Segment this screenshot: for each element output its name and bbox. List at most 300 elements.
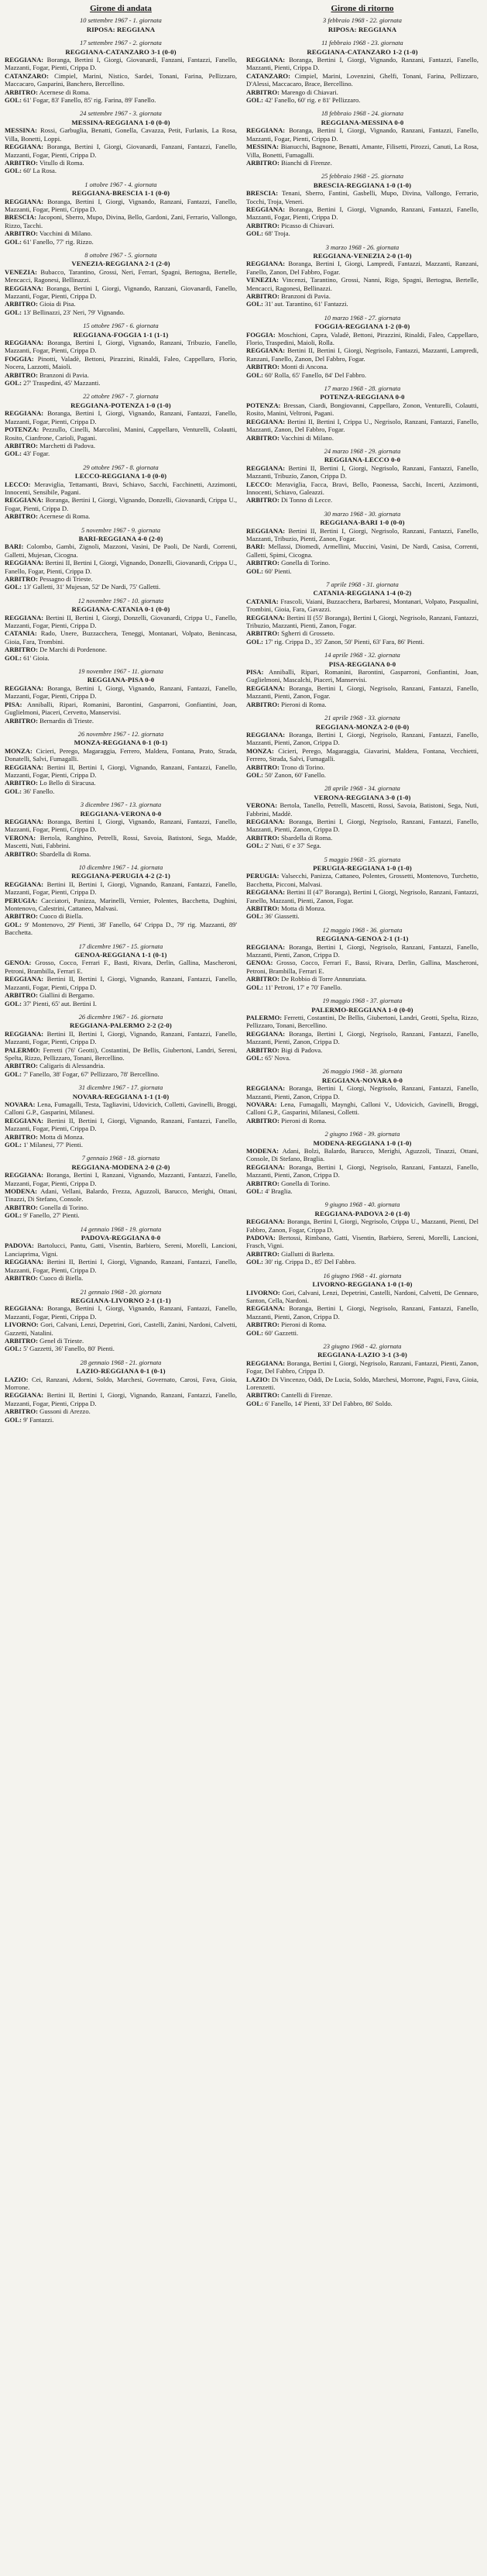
detail-text: Bertini II (55' Boranga), Bertini I, Giorgi, Negrisolo, Ranzani, Fantazzi, Tribuzio, Mazzanti, Pienti, Zanon, Fogar. [246, 613, 479, 630]
detail-text: Boranga, Bertini I, Giorgi, Giovanardi, Fanzani, Fantazzi, Fanello, Mazzanti, Fogar, Pienti, Crippa D. [5, 143, 237, 159]
detail-label: ARBITRO: [5, 1062, 38, 1070]
detail-label: BARI: [5, 542, 24, 551]
detail-label: ARBITRO: [246, 904, 280, 913]
detail-label: NOVARA: [5, 1100, 36, 1108]
detail-label: GOL: [5, 96, 22, 105]
match-detail-line [246, 1304, 478, 1321]
match-detail-line [246, 818, 478, 834]
detail-label: REGGIANA: [5, 613, 44, 622]
match-detail-line [246, 371, 478, 379]
detail-text: 13' Bellinazzi, 23' Neri, 79' Vignando. [23, 308, 125, 316]
match-detail-line [5, 1133, 237, 1141]
match-fixture: REGGIANA-POTENZA 1-0 (1-0) [70, 401, 171, 409]
match-detail-line [5, 1321, 237, 1337]
girone-di-andata-column [5, 5, 237, 1430]
detail-label: REGGIANA: [246, 463, 286, 472]
detail-label: ARBITRO: [246, 1321, 280, 1329]
detail-text: Gioia di Pisa. [39, 300, 76, 308]
match-block [246, 1273, 478, 1337]
detail-text: Bertini II, Bertini I, Giorgi, Vignando, Ranzani, Fantazzi, Fanello, Mazzanti, Fogar, Pienti, Crippa D. [5, 975, 238, 991]
detail-text: Bertini II, Bertini I, Giorgi, Vignando, Donzelli, Giovanardi, Crippa U., Fanello, Fogar, Pienti, Crippa D. [5, 559, 237, 575]
detail-label: ARBITRO: [246, 833, 280, 842]
match-detail-line [246, 292, 478, 300]
match-detail-line [5, 1046, 237, 1062]
detail-text: Monti di Ancona. [281, 363, 328, 371]
detail-text: Bianucchi, Bagnone, Benatti, Amante, Filisetti, Pirozzi, Canuti, La Rosa, Villa, Bonetti, Fumagalli. [246, 143, 478, 159]
detail-text: Cuoco di Biella. [39, 1274, 84, 1283]
match-detail-line [246, 842, 478, 849]
detail-text: Di Tonno di Lecce. [281, 496, 333, 505]
match-date: 25 febbraio 1968 - 25. giornata [321, 173, 404, 181]
detail-text: Bartolucci, Pantu, Gatti, Visentin, Barbiero, Sereni, Morelli, Lancioni, Lanciaprima, Vigni. [5, 1242, 237, 1258]
match-detail-line [246, 598, 478, 614]
detail-text: Bertini II, Bertini I, Giorgi, Vignando, Ranzani, Fantazzi, Fanello, Mazzanti, Fogar, Pienti, Crippa D. [5, 763, 238, 779]
match-detail-line [5, 912, 237, 920]
detail-label: REGGIANA: [246, 1217, 286, 1226]
match-fixture: RIPOSA: REGGIANA [328, 25, 397, 33]
detail-text: Boranga, Bertini I, Giorgi, Negrisolo, Ranzani, Fantazzi, Fanello, Mazzanti, Pienti, Zanon, Crippa D. [246, 1304, 478, 1321]
match-detail-line [246, 1187, 478, 1195]
detail-text: Boranga, Bertini I, Giorgi, Vignando, Ranzani, Fantazzi, Fanello, Mazzanti, Pienti, Crippa D. [246, 56, 478, 72]
detail-text: Grosso, Cocco, Ferrari F., Basti, Rivara, Derlin, Gallina, Mascheroni, Petroni, Brambilla, Ferrari E. [5, 959, 237, 975]
detail-text: 5' Gazzetti, 36' Fanello, 80' Pienti. [23, 1345, 115, 1353]
detail-label: ARBITRO: [5, 300, 38, 308]
match-detail-line [5, 1100, 237, 1117]
detail-text: Lo Bello di Siracusa. [39, 779, 96, 787]
match-date: 16 giugno 1968 - 41. giornata [323, 1272, 402, 1279]
detail-text: Giallutti di Barletta. [281, 1249, 335, 1258]
match-fixture: REGGIANA-MESSINA 0-0 [321, 118, 404, 126]
detail-label: ARBITRO: [246, 700, 280, 708]
detail-text: 11' Petroni, 17' e 70' Fanello. [265, 983, 342, 991]
detail-text: Pezzullo, Cinelli, Marcolini, Manini, Cappellaro, Venturelli, Colautti, Rosito, Cianfrone, Carioli, Pagani. [5, 425, 237, 442]
detail-text: 60' La Rosa. [23, 167, 57, 175]
match-block [5, 322, 237, 387]
detail-text: Motta di Monza. [281, 904, 326, 913]
detail-text: Grosso, Cocco, Ferrari F., Bassi, Rivara, Derlin, Gallina, Mascheroni, Petroni, Brambilla, Ferrari E. [246, 959, 478, 975]
match-detail-line [246, 983, 478, 991]
match-detail-line [5, 542, 237, 559]
match-detail-line [246, 701, 478, 708]
detail-label: LECCO: [5, 480, 31, 488]
detail-label: REGGIANA: [246, 730, 286, 739]
match-fixture: CATANIA-REGGIANA 1-4 (0-2) [313, 589, 412, 598]
match-detail-line [246, 363, 478, 370]
match-date: 7 gennaio 1968 - 18. giornata [81, 1155, 160, 1162]
match-fixture: REGGIANA-LECCO 0-0 [324, 456, 401, 464]
detail-text: 60' Rolla, 65' Fanello, 84' Del Fabbro. [265, 370, 367, 379]
detail-text: Boranga, Bertini I, Giorgi, Vignando, Ranzani, Fantazzi, Fanello, Mazzanti, Fogar, Pienti, Crippa D. [246, 205, 478, 222]
match-block [5, 17, 237, 33]
match-date: 14 gennaio 1968 - 19. giornata [80, 1225, 162, 1233]
match-detail-line [246, 975, 478, 983]
match-detail-line [5, 56, 237, 72]
match-block [246, 1131, 478, 1195]
detail-label: BRESCIA: [246, 189, 279, 198]
detail-label: ARBITRO: [246, 496, 280, 505]
match-detail-line [5, 1242, 237, 1258]
detail-label: PADOVA: [246, 1234, 276, 1242]
detail-text: 36' Giassetti. [265, 912, 300, 921]
detail-label: CATANIA: [246, 597, 279, 605]
detail-text: Boranga, Bertini I, Giorgi, Negrisolo, Ranzani, Fantazzi, Fanello, Mazzanti, Pienti, Zanon, Crippa D. [246, 1084, 478, 1100]
match-detail-line [246, 1289, 478, 1305]
match-detail-line [246, 1100, 478, 1117]
detail-label: GOL: [5, 167, 22, 175]
match-block [5, 668, 237, 725]
match-detail-line [5, 779, 237, 787]
match-detail-line [5, 126, 237, 143]
detail-label: REGGIANA: [246, 613, 286, 622]
match-fixture: REGGIANA-CATANZARO 3-1 (0-0) [65, 47, 177, 56]
match-detail-line [5, 583, 237, 591]
match-detail-line [5, 921, 237, 937]
match-fixture: POTENZA-REGGIANA 0-0 [320, 393, 405, 401]
detail-label: PALERMO: [5, 1045, 41, 1054]
match-detail-line [5, 300, 237, 308]
detail-label: GOL: [5, 1345, 22, 1353]
detail-text: Rossi, Garbuglia, Benatti, Gonella, Cavazza, Petit, Furlanis, La Rosa, Villa, Bonetti, Loppi. [5, 126, 237, 143]
detail-text: Bertini II, Bertini I, Giorgi, Vignando, Ranzani, Fantazzi, Fanello, Mazzanti, Fogar, Pienti, Crippa D. [5, 1391, 238, 1407]
detail-label: REGGIANA: [5, 1171, 44, 1180]
detail-text: 9' Fanello, 27' Pienti. [23, 1211, 80, 1220]
match-detail-line [246, 614, 478, 630]
detail-text: Boranga, Bertini I, Giorgi, Vignando, Ranzani, Giovanardi, Fanello, Mazzanti, Fogar, Pienti, Crippa D. [5, 284, 237, 300]
match-block [5, 864, 237, 937]
match-date: 19 novembre 1967 - 11. giornata [78, 668, 163, 676]
match-detail-line [5, 480, 237, 497]
detail-label: ARBITRO: [246, 158, 280, 167]
match-date: 10 marzo 1968 - 27. giornata [324, 314, 401, 322]
match-detail-line [246, 542, 478, 559]
match-detail-line [5, 701, 237, 717]
match-detail-line [246, 834, 478, 842]
match-block [246, 448, 478, 505]
match-detail-line [246, 684, 478, 701]
detail-label: ARBITRO: [5, 1407, 38, 1416]
match-date: 3 marzo 1968 - 26. giornata [325, 243, 400, 251]
detail-label: ARBITRO: [5, 1274, 38, 1283]
match-fixture: REGGIANA-MODENA 2-0 (2-0) [71, 1162, 170, 1171]
match-detail-line [5, 559, 237, 575]
detail-label: ARBITRO: [246, 292, 280, 300]
detail-text: Jacoponi, Sberro, Mupo, Divina, Bello, Gardoni, Zani, Ferrario, Vallongo, Rizzo, Tacchi. [5, 213, 238, 229]
detail-label: GOL: [246, 1328, 263, 1337]
match-detail-line [5, 284, 237, 301]
match-fixture: PALERMO-REGGIANA 1-0 (0-0) [311, 1005, 413, 1014]
match-detail-line [5, 1070, 237, 1078]
detail-label: GOL: [5, 653, 22, 662]
detail-text: Cicieri, Perego, Magaraggia, Giavarini, Maldera, Fontana, Vecchietti, Ferrero, Strada, Salvi, Fumagalli. [246, 746, 478, 763]
match-detail-line [5, 379, 237, 387]
detail-label: POTENZA: [5, 425, 39, 434]
match-block [5, 598, 237, 662]
match-detail-line [246, 1117, 478, 1124]
match-fixture: REGGIANA-PISA 0-0 [87, 676, 155, 684]
match-detail-line [246, 904, 478, 912]
detail-label: ARBITRO: [246, 1179, 280, 1187]
detail-label: ARBITRO: [5, 370, 38, 379]
detail-label: GOL: [5, 999, 22, 1007]
detail-text: Cei, Ranzani, Adorni, Soldo, Marchesi, Governato, Carosi, Fava, Gioia, Morrone. [5, 1375, 237, 1391]
detail-text: Bianchi di Firenze. [281, 158, 332, 167]
detail-label: REGGIANA: [246, 1084, 286, 1093]
detail-label: ARBITRO: [246, 88, 280, 96]
detail-label: ARBITRO: [5, 1132, 38, 1141]
detail-label: REGGIANA: [5, 1029, 44, 1038]
match-detail-line [5, 991, 237, 999]
detail-label: GOL: [246, 842, 263, 850]
detail-label: MONZA: [5, 746, 33, 755]
detail-text: Boranga, Bertini I, Giorgi, Negrisolo, Ranzani, Fantazzi, Fanello, Mazzanti, Pienti, Zanon, Crippa D. [246, 942, 478, 959]
column-title: Girone di ritorno [331, 4, 394, 13]
match-detail-line [246, 464, 478, 480]
match-fixture: GENOA-REGGIANA 1-1 (0-1) [74, 951, 167, 959]
match-fixture: REGGIANA-VENEZIA 2-0 (1-0) [313, 251, 412, 260]
detail-label: ARBITRO: [5, 575, 38, 583]
match-detail-line [5, 1407, 237, 1415]
detail-text: Boranga, Bertini I, Giorgi, Vignando, Ranzani, Fantazzi, Fanello, Mazzanti, Fogar, Pienti, Crippa D. [5, 684, 237, 701]
match-detail-line [5, 96, 237, 104]
match-detail-line [5, 880, 237, 897]
detail-label: REGGIANA: [246, 260, 286, 268]
match-detail-line [5, 1000, 237, 1007]
detail-text: Vacchini di Milano. [39, 229, 93, 238]
detail-label: PISA: [5, 700, 22, 708]
match-detail-line [246, 496, 478, 504]
match-detail-line [246, 1046, 478, 1054]
detail-text: 9' Montenovo, 29' Pienti, 38' Fanello, 64' Crippa D., 79' rig. Mazzanti, 89' Bacchetta. [5, 920, 237, 937]
detail-label: CATANZARO: [246, 71, 290, 80]
match-detail-line [246, 1376, 478, 1392]
detail-label: LAZIO: [246, 1375, 270, 1383]
detail-label: GOL: [246, 567, 263, 575]
detail-label: REGGIANA: [5, 409, 44, 418]
detail-label: GOL: [246, 370, 263, 379]
detail-label: LECCO: [246, 480, 273, 488]
detail-text: Bertola, Ranghino, Petrelli, Rossi, Savoia, Batistoni, Sega, Madde, Mascetti, Nuti, Fabbrini. [5, 833, 237, 850]
match-date: 3 febbraio 1968 - 22. giornata [323, 17, 402, 25]
match-detail-line [246, 159, 478, 167]
detail-text: Anniballi, Ripari, Romanini, Barontini, Gasparroni, Gonfiantini, Joan, Guglielmoni, Piaceri, Cervetto, Manservisi. [5, 700, 237, 717]
match-detail-line [246, 1217, 478, 1234]
detail-label: REGGIANA: [5, 975, 44, 983]
match-block [5, 1155, 237, 1219]
match-detail-line [5, 975, 237, 991]
match-detail-line [5, 897, 237, 913]
detail-label: REGGIANA: [5, 684, 44, 692]
match-detail-line [5, 1030, 237, 1046]
detail-text: Bertini II, Bertini I, Giorgi, Vignando, Ranzani, Fantazzi, Fanello, Mazzanti, Fogar, Pienti, Crippa D. [5, 1029, 238, 1046]
detail-text: Branzoni di Pavia. [39, 370, 89, 379]
detail-label: ARBITRO: [5, 716, 38, 725]
detail-text: Cimpiel, Marini, Nistico, Sardei, Tonani, Farina, Pellizzaro, Maccacaro, Gasparini, Banchero, Bercellino. [5, 71, 238, 88]
detail-label: REGGIANA: [246, 56, 286, 64]
detail-label: PADOVA: [5, 1242, 34, 1250]
match-block [5, 527, 237, 591]
match-fixture: REGGIANA-LIVORNO 2-1 (1-1) [70, 1296, 171, 1304]
match-detail-line [246, 771, 478, 779]
detail-text: Pessagno di Trieste. [39, 575, 93, 583]
detail-text: Bertini II, Bertini I, Giorgi, Negrisolo, Ranzani, Fantazzi, Fanello, Mazzanti, Tribuzio, Pienti, Zanon, Fogar. [246, 526, 479, 542]
match-detail-line [246, 72, 478, 88]
match-detail-line [246, 143, 478, 159]
detail-label: GOL: [246, 1258, 263, 1266]
detail-text: Gonella di Torino. [281, 559, 331, 567]
match-detail-line [5, 818, 237, 834]
detail-label: REGGIANA: [246, 1029, 286, 1038]
match-block [5, 731, 237, 795]
detail-text: 4' Braglia. [265, 1187, 293, 1196]
detail-label: ARBITRO: [246, 1391, 280, 1400]
match-detail-line [5, 1211, 237, 1219]
detail-text: Picasso di Chiavari. [281, 221, 334, 229]
match-date: 21 aprile 1968 - 33. giornata [324, 715, 400, 722]
detail-text: 37' Pienti, 65' aut. Bertini I. [23, 999, 97, 1007]
detail-label: CATANIA: [5, 629, 37, 638]
match-fixture: LAZIO-REGGIANA 0-1 (0-1) [76, 1367, 166, 1376]
match-block [5, 181, 237, 246]
detail-text: Acernese di Roma. [39, 512, 91, 521]
match-block [246, 856, 478, 921]
detail-text: Sgherri di Grosseto. [281, 629, 335, 638]
detail-label: VENEZIA: [5, 267, 38, 276]
match-detail-line [246, 763, 478, 771]
detail-label: GOL: [246, 637, 263, 646]
match-detail-line [5, 198, 237, 214]
match-detail-line [5, 88, 237, 96]
detail-text: Boranga, Bertini I, Giorgi, Negrisolo, Ranzani, Fantazzi, Pienti, Zanon, Fogar, Del Fabbro, Crippa D. [246, 1359, 478, 1376]
match-fixture: MODENA-REGGIANA 1-0 (1-0) [313, 1138, 412, 1147]
match-detail-line [246, 1054, 478, 1062]
detail-label: REGGIANA: [246, 417, 286, 425]
match-fixture: REGGIANA-CATANZARO 1-2 (1-0) [307, 47, 418, 56]
match-date: 24 settembre 1967 - 3. giornata [80, 110, 162, 118]
match-detail-line [246, 1329, 478, 1337]
match-block [246, 785, 478, 849]
match-detail-line [246, 88, 478, 96]
detail-label: REGGIANA: [5, 496, 44, 505]
detail-label: MESSINA: [5, 126, 38, 135]
match-block [5, 1014, 237, 1078]
match-date: 29 ottobre 1967 - 8. giornata [83, 463, 159, 471]
match-detail-line [5, 1171, 237, 1187]
detail-label: ARBITRO: [5, 779, 38, 787]
match-detail-line [5, 238, 237, 246]
match-date: 26 maggio 1968 - 38. giornata [322, 1068, 403, 1076]
detail-label: ARBITRO: [246, 1249, 280, 1258]
match-block [246, 927, 478, 991]
detail-label: REGGIANA: [246, 817, 286, 825]
match-detail-line [246, 260, 478, 276]
match-date: 26 dicembre 1967 - 16. giornata [78, 1013, 163, 1021]
detail-label: MODENA: [246, 1147, 280, 1155]
match-detail-line [5, 763, 237, 780]
match-detail-line [246, 1391, 478, 1399]
detail-text: Adani, Bolzi, Balardo, Barucco, Merighi, Aguzzoli, Tinazzi, Ottani, Console, Di Stefano, Braglia. [246, 1147, 478, 1163]
match-block [246, 173, 478, 237]
detail-label: GOL: [5, 237, 22, 246]
match-detail-line [5, 339, 237, 355]
detail-text: Bertini II, Bertini I, Crippa U., Negrisolo, Ranzani, Fantazzi, Fanello, Mazzanti, Zanon, Del Fabbro, Fogar. [246, 417, 478, 434]
detail-label: ARBITRO: [246, 221, 280, 229]
detail-label: ARBITRO: [5, 229, 38, 238]
detail-label: REGGIANA: [5, 559, 44, 567]
match-detail-line [5, 449, 237, 457]
match-fixture: PADOVA-REGGIANA 0-0 [81, 1234, 161, 1242]
detail-label: GOL: [246, 229, 263, 238]
detail-text: Caligaris di Alessandria. [39, 1062, 105, 1070]
detail-text: Boranga, Bertini I, Giorgi, Negrisolo, Ranzani, Fantazzi, Fanello, Mazzanti, Pienti, Zanon, Crippa D. [246, 1029, 478, 1046]
detail-text: Cuoco di Biella. [39, 912, 84, 921]
detail-text: 6' Fanello, 14' Pienti, 33' Del Fabbro, 86' Soldo. [265, 1399, 393, 1407]
match-block [5, 943, 237, 1007]
match-date: 26 novembre 1967 - 12. giornata [77, 730, 164, 738]
detail-label: PALERMO: [246, 1013, 283, 1021]
detail-text: De Robbio di Torre Annunziata. [281, 975, 367, 983]
match-detail-line [5, 1304, 237, 1321]
detail-label: REGGIANA: [5, 1258, 44, 1266]
detail-text: Anniballi, Ripari, Romanini, Barontini, Gasparroni, Gonfiantini, Joan, Guglielmoni, Mascalchi, Piaceri, Manservisi. [246, 668, 478, 684]
detail-label: GOL: [246, 912, 263, 921]
match-detail-line [5, 229, 237, 237]
detail-text: Bertini II, Bertini I, Giorgi, Donzelli, Giovanardi, Crippa U., Fanello, Mazzanti, Fogar, Pienti, Crippa D. [5, 613, 237, 630]
match-detail-line [5, 1204, 237, 1211]
match-date: 14 aprile 1968 - 32. giornata [324, 652, 400, 659]
detail-text: Tenani, Sberro, Fantini, Gasbelli, Mupo, Divina, Vallongo, Ferrario, Tocchi, Troja, Veneri. [246, 189, 478, 205]
match-detail-line [246, 567, 478, 575]
match-detail-line [246, 434, 478, 442]
match-detail-line [246, 527, 478, 543]
detail-text: 30' rig. Crippa D., 85' Del Fabbro. [265, 1258, 356, 1266]
detail-text: Boranga, Bertini I, Giorgi, Vignando, Ranzani, Tribuzio, Fanello, Mazzanti, Fogar, Pienti, Crippa D. [5, 339, 237, 355]
match-detail-line [5, 425, 237, 442]
detail-label: GOL: [246, 1053, 263, 1062]
detail-text: Boranga, Bertini I, Giorgi, Negrisolo, Ranzani, Fantazzi, Fanello, Mazzanti, Pienti, Zanon, Crippa D. [246, 730, 478, 747]
detail-text: Pieroni di Roma. [281, 1321, 327, 1329]
detail-text: Meraviglia, Tettamanti, Bravi, Schiavo, Sacchi, Facchinetti, Azzimonti, Innocenti, Sensibile, Pagani. [5, 480, 237, 496]
detail-text: 17' rig. Crippa D., 35' Zanon, 50' Pienti, 63' Fara, 86' Pienti. [265, 637, 424, 646]
detail-label: MONZA: [246, 746, 274, 755]
match-detail-line [246, 189, 478, 205]
match-fixture: RIPOSA: REGGIANA [86, 25, 156, 33]
match-block [5, 40, 237, 104]
detail-text: Bertossi, Rimbano, Gatti, Visentin, Barbiero, Sereni, Morelli, Lancioni, Frasch, Vigni. [246, 1234, 478, 1250]
detail-label: VERONA: [246, 801, 278, 810]
match-detail-line [5, 614, 237, 630]
match-detail-line [5, 1117, 237, 1133]
match-detail-line [246, 126, 478, 143]
match-detail-line [5, 959, 237, 975]
match-fixture: REGGIANA-GENOA 2-1 (1-1) [316, 935, 409, 943]
match-date: 23 giugno 1968 - 42. giornata [323, 1342, 402, 1350]
match-detail-line [246, 668, 478, 684]
match-detail-line [246, 276, 478, 292]
match-detail-line [246, 401, 478, 418]
match-detail-line [246, 1258, 478, 1266]
detail-text: Adani, Vellani, Balardo, Frezza, Aguzzoli, Barucco, Merighi, Ottani, Tinazzi, Di Stefano, Console. [5, 1187, 237, 1204]
match-fixture: REGGIANA-BRESCIA 1-1 (0-0) [71, 189, 170, 198]
detail-text: Marengo di Chiavari. [281, 88, 338, 96]
detail-text: Valsecchi, Panizza, Cattaneo, Polentes, Grossetti, Montenovo, Turchetto, Bacchetta, Picconi, Malvasi. [246, 872, 478, 888]
detail-text: Marchetti di Padova. [39, 441, 95, 449]
detail-text: Moschioni, Capra, Valadè, Bettoni, Pirazzini, Rinaldi, Faleo, Cappellaro, Florio, Traspedini, Maioli, Rolla. [246, 330, 478, 347]
detail-text: 61' Fogar, 83' Fanello, 85' rig. Farina, 89' Fanello. [23, 96, 156, 105]
detail-text: Frascoli, Vaiani, Buzzacchera, Barbaresi, Montanari, Volpato, Pasqualini, Trombini, Gioia, Fara, Gavazzi. [246, 597, 478, 614]
match-fixture: REGGIANA-NOVARA 0-0 [321, 1076, 403, 1084]
match-detail-line [246, 1359, 478, 1376]
detail-label: GOL: [246, 1187, 263, 1196]
